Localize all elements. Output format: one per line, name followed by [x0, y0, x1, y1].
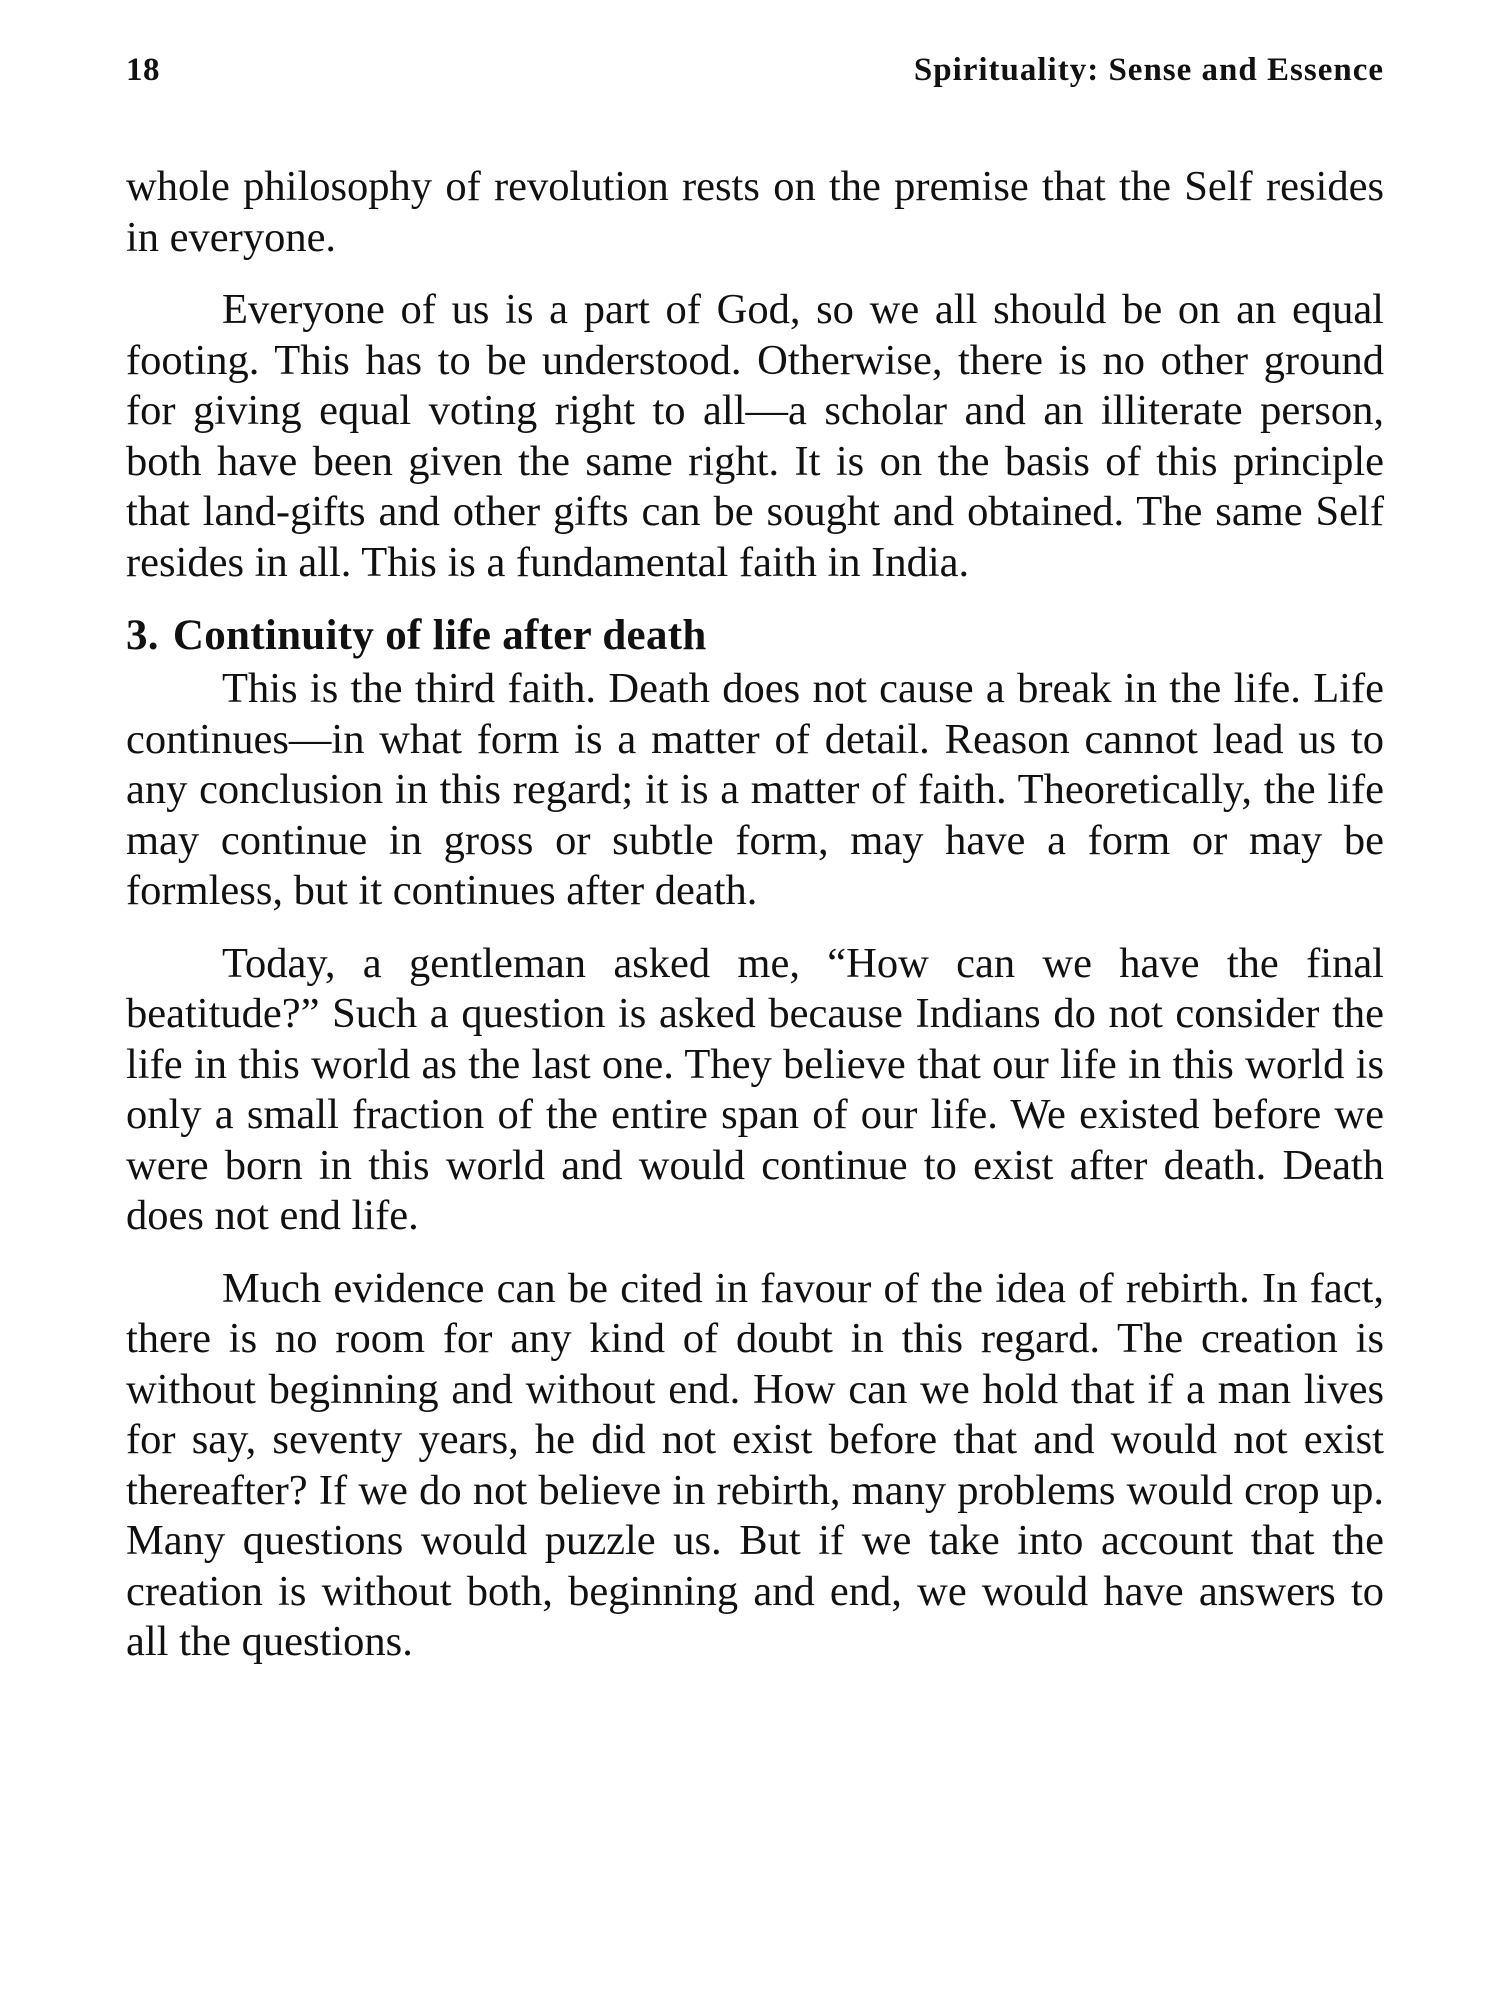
paragraph: Today, a gentleman asked me, “How can we have the final beatitude?” Such a question is asked because Indians do not consider the life in this world as the last one. They believe that our life in this world is only a small fraction of the entire span of our life. We existed before we were born in this world and would continue to exist after death. Death does not end life. — [126, 939, 1384, 1239]
paragraph: Everyone of us is a part of God, so we all should be on an equal footing. This has to be understood. Otherwise, there is no other ground for giving equal voting right to all—a scholar and an illiterate person, both have been given the same right. It is on the basis of this principle that land-gifts and other gifts can be sought and obtained. The same Self resides in all. This is a fundamental faith in India. — [126, 286, 1384, 586]
paragraph-continued: whole philosophy of revolution rests on the premise that the Self resides in everyone. — [126, 163, 1384, 261]
paragraph: This is the third faith. Death does not cause a break in the life. Life continues—in what form is a matter of detail. Reason cannot lead us to any conclusion in this regard; it is a matter of faith. Theoretically, the life may continue in gross or subtle form, may have a form or may be formless, but it continues after death. — [126, 665, 1384, 914]
paragraph: Much evidence can be cited in favour of the idea of rebirth. In fact, there is no room for any kind of doubt in this regard. The creation is without beginning and without end. How can we hold that if a man lives for say, seventy years, he did not exist before that and would not exist thereafter? If we do not believe in rebirth, many problems would crop up. Many questions would puzzle us. But if we take into account that the creation is without both, beginning and end, we would have answers to all the questions. — [126, 1264, 1384, 1665]
book-page — [126, 48, 1384, 1968]
running-head — [126, 48, 1384, 92]
body-text — [126, 162, 1384, 1668]
page-number: 18 — [126, 52, 160, 88]
running-title: Spirituality: Sense and Essence — [913, 52, 1384, 88]
section-heading — [126, 610, 1384, 662]
section-number: 3. — [126, 612, 159, 659]
section-title: Continuity of life after death — [172, 612, 707, 659]
